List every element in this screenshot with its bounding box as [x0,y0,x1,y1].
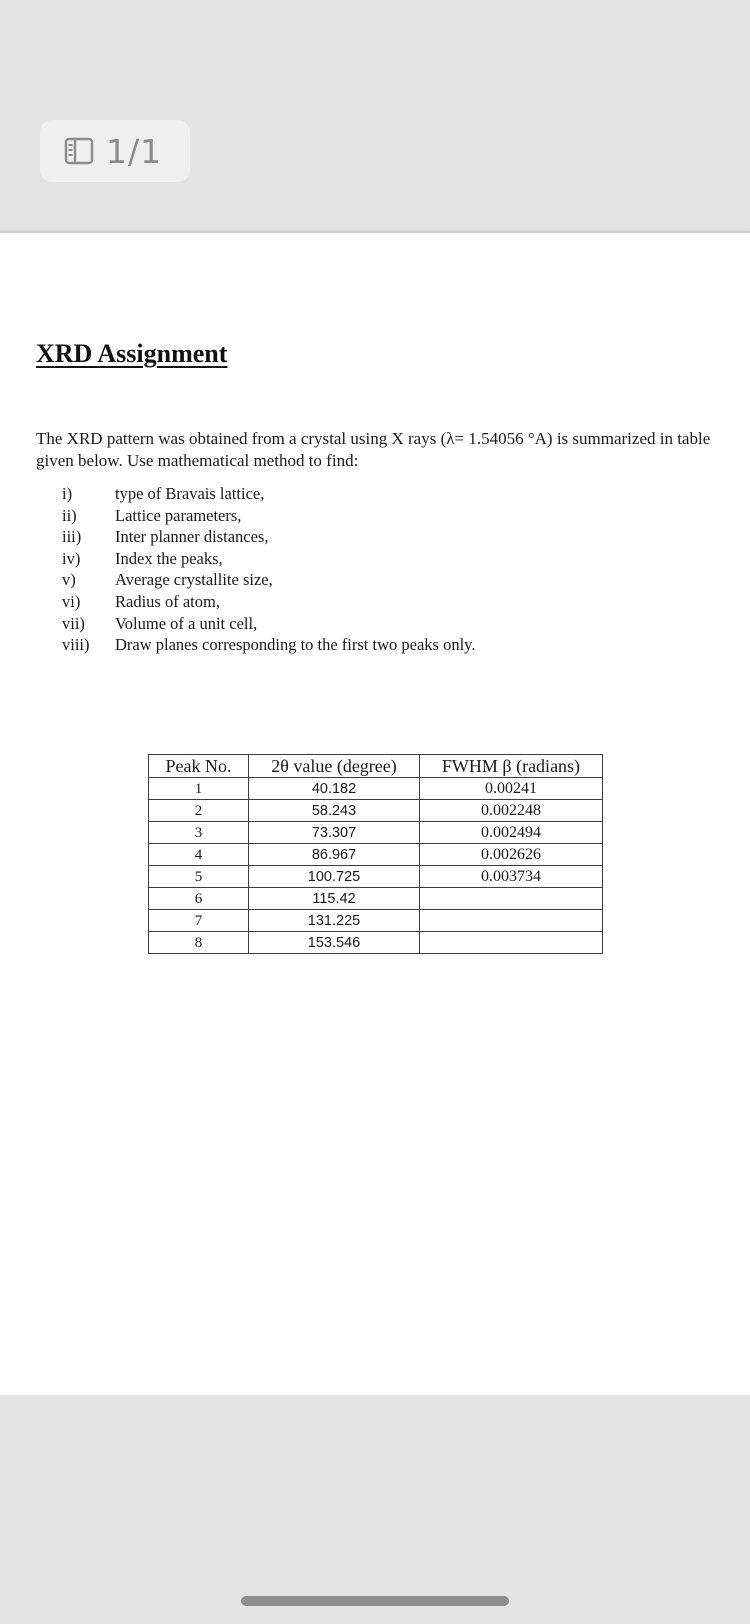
task-number: iii) [62,527,82,547]
task-text: Lattice parameters, [115,505,242,525]
task-text: Average crystallite size, [115,570,273,590]
page-title: XRD Assignment [36,339,228,368]
peak-cell: 5 [149,866,249,888]
header-fwhm: FWHM β (radians) [420,755,603,778]
task-number: vi) [62,591,81,611]
task-number: vii) [62,613,85,633]
two-theta-cell: 100.725 [249,866,420,888]
fwhm-cell: 0.003734 [420,866,603,888]
peak-cell: 6 [149,888,249,910]
table-row [149,778,603,800]
fwhm-cell: 0.00241 [420,778,603,800]
page-icon [64,136,94,166]
task-number: v) [62,570,76,590]
table-row [149,822,603,844]
fwhm-cell [420,910,603,932]
task-list [62,483,475,656]
fwhm-cell: 0.002494 [420,822,603,844]
task-text: Draw planes corresponding to the first two peaks only. [115,635,476,655]
task-number: iv) [62,548,81,568]
peak-cell: 8 [149,932,249,954]
peak-cell: 7 [149,910,249,932]
two-theta-cell: 40.182 [249,778,420,800]
peak-cell: 3 [149,822,249,844]
fwhm-cell [420,888,603,910]
task-item [62,569,475,591]
fwhm-cell: 0.002248 [420,800,603,822]
table-row [149,910,603,932]
task-item [62,634,475,656]
peak-cell: 2 [149,800,249,822]
two-theta-cell: 153.546 [249,932,420,954]
table-row [149,800,603,822]
task-item [62,548,475,570]
task-text: Inter planner distances, [115,527,269,547]
task-text: Index the peaks, [115,548,223,568]
task-item [62,526,475,548]
header-peak-no: Peak No. [149,755,249,778]
page-indicator[interactable] [40,120,190,182]
task-item [62,483,475,505]
table-header-row [149,755,603,778]
table-row [149,844,603,866]
xrd-data-table [148,754,603,954]
peak-cell: 4 [149,844,249,866]
task-number: i) [62,484,73,503]
table-row [149,888,603,910]
document-page [0,231,750,1395]
task-item [62,613,475,635]
task-text: Radius of atom, [115,591,220,611]
header-two-theta: 2θ value (degree) [249,755,420,778]
two-theta-cell: 86.967 [249,844,420,866]
task-number: ii) [62,505,77,525]
table-row [149,932,603,954]
task-text: type of Bravais lattice, [115,484,265,503]
intro-paragraph: The XRD pattern was obtained from a crystal using X rays (λ= 1.54056 °A) is summarized in table given below. Use mathematical method to find: [36,429,711,470]
two-theta-cell: 115.42 [249,888,420,910]
two-theta-cell: 73.307 [249,822,420,844]
two-theta-cell: 58.243 [249,800,420,822]
home-indicator[interactable] [241,1596,509,1606]
page-indicator-text: 1/1 [106,131,163,171]
table-row [149,866,603,888]
task-text: Volume of a unit cell, [115,613,258,633]
fwhm-cell [420,932,603,954]
fwhm-cell: 0.002626 [420,844,603,866]
task-number: viii) [62,635,90,655]
task-item [62,505,475,527]
peak-cell: 1 [149,778,249,800]
task-item [62,591,475,613]
two-theta-cell: 131.225 [249,910,420,932]
